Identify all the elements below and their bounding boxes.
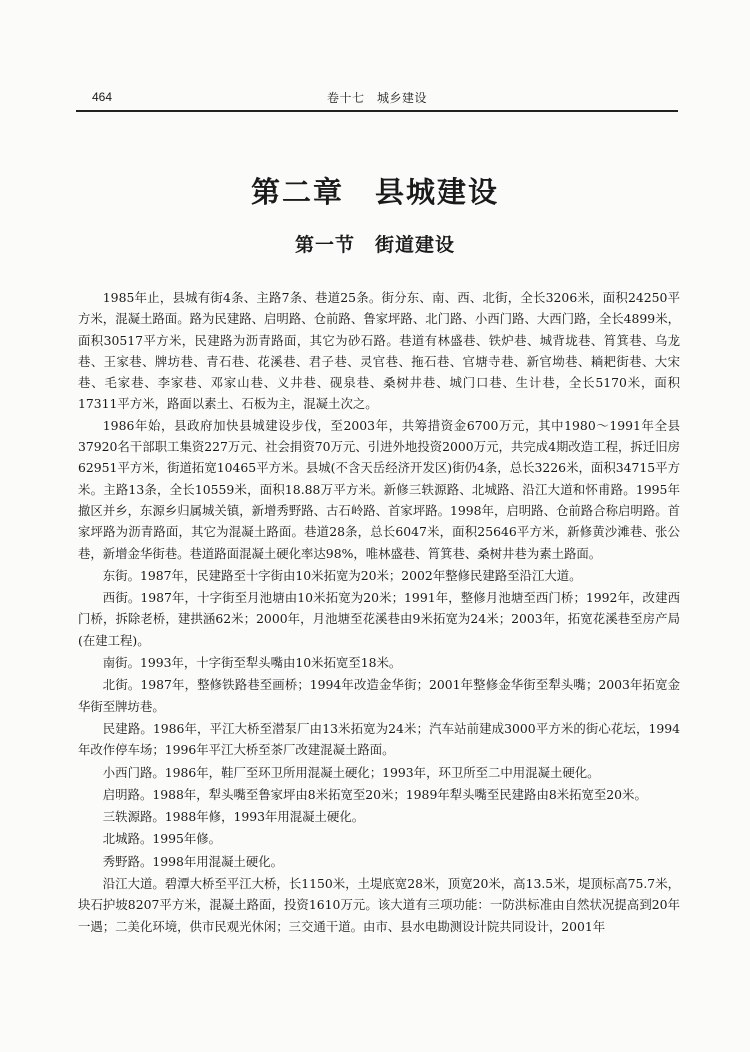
chapter-title: 第二章 县城建设 xyxy=(250,175,499,209)
page-number: 464 xyxy=(92,90,113,104)
paragraph: 民建路。1986年，平江大桥至潜泵厂由13米拓宽为24米；汽车站前建成3000平方米的街心花坛，1994年改作停车场；1996年平江大桥至茶厂改建混凝土路面。 xyxy=(78,720,680,758)
paragraph: 沿江大道。碧潭大桥至平江大桥，长1150米，土堤底宽28米，顶宽20米，高13.5米，堤顶标高75.7米，块石护坡8207平方米，混凝土路面，投资1610万元。该大道有三项功能：一防洪标准由自然状况提高到20年一遇；二美化环境，供市民观光休闲；三交通干道。由市、县水电勘测设计院共同设计，2001年 xyxy=(78,876,680,934)
paragraph: 南街。1993年，十字街至犁头嘴由10米拓宽至18米。 xyxy=(102,655,402,671)
paragraph: 启明路。1988年，犁头嘴至鲁家坪由8米拓宽至20米；1989年犁头嘴至民建路由8米拓宽至20米。 xyxy=(102,786,647,802)
paragraph: 三轶源路。1988年修，1993年用混凝土硬化。 xyxy=(102,809,365,825)
paragraph: 秀野路。1998年用混凝土硬化。 xyxy=(102,853,284,869)
section-title: 第一节 街道建设 xyxy=(294,234,455,256)
paragraph: 西街。1987年，十字街至月池塘由10米拓宽为20米；1991年，整修月池塘至西门桥；1992年，改建西门桥，拆除老桥，建拱涵62米；2000年，月池塘至花溪巷由9米拓宽为24米；2003年，拓宽花溪巷至房产局(在建工程)。 xyxy=(78,590,680,648)
body-text xyxy=(78,287,680,937)
running-head: 卷十七 城乡建设 xyxy=(326,91,427,105)
paragraph: 北街。1987年，整修铁路巷至画桥；1994年改造金华街；2001年整修金华街至犁头嘴；2003年拓宽金华街至牌坊巷。 xyxy=(78,677,680,714)
paragraph: 东街。1987年，民建路至十字街由10米拓宽为20米；2002年整修民建路至沿江大道。 xyxy=(102,567,582,583)
page-header xyxy=(76,88,678,112)
paragraph: 北城路。1995年修。 xyxy=(102,831,222,847)
paragraph: 1985年止，县城有街4条、主路7条、巷道25条。街分东、南、西、北街，全长3206米，面积24250平方米，混凝土路面。路为民建路、启明路、仓前路、鲁家坪路、北门路、小西门路、大西门路，全长4899米，面积30517平方米，民建路为沥青路面，其它为砂石路。巷道有林盛巷、铁炉巷、城背垅巷、筲箕巷、乌龙巷、王家巷、牌坊巷、青石巷、花溪巷、君子巷、灵官巷、拖石巷、官塘寺巷、新官坳巷、耥耙街巷、大宋巷、毛家巷、李家巷、邓家山巷、义井巷、砚泉巷、桑树井巷、城门口巷、生计巷，全长5170米，面积17311平方米，路面以素土、石板为主，混凝土次之。 xyxy=(78,290,680,412)
paragraph: 1986年始，县政府加快县城建设步伐，至2003年，共筹措资金6700万元，其中1980～1991年全县37920名干部职工集资227万元、社会捐资70万元、引进外地投资2000万元，共完成4期改造工程，拆迁旧房62951平方米，街道拓宽10465平方米。县城(不含天岳经济开发区)街仍4条，总长3226米，面积34715平方米。主路13条，全长10559米，面积18.88万平方米。新修三轶源路、北城路、沿江大道和怀甫路。1995年撤区并乡，东源乡归属城关镇，新增秀野路、古石岭路、首家坪路。1998年，启明路、仓前路合称启明路。首家坪路为沥青路面，其它为混凝土路面。巷道28条，总长6047米，面积25646平方米，新修黄沙滩巷、张公巷，新增金华街巷。巷道路面混凝土硬化率达98%，唯林盛巷、筲箕巷、桑树井巷为素土路面。 xyxy=(78,417,680,561)
paragraph: 小西门路。1986年，鞋厂至环卫所用混凝土硬化；1993年，环卫所至二中用混凝土硬化。 xyxy=(102,764,600,780)
